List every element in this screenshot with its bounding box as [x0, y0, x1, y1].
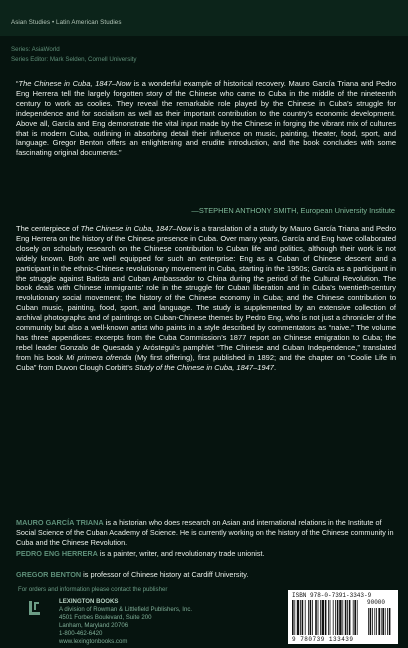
barcode-bar [349, 600, 351, 635]
description-part: The centerpiece of [16, 224, 81, 233]
barcode-bar [310, 600, 312, 635]
barcode-bar [357, 600, 358, 635]
barcode-bar [315, 600, 317, 635]
barcode-addon-bar [370, 608, 372, 635]
barcode-bar [333, 600, 334, 635]
endorsement-quote [16, 79, 396, 158]
publisher-division: A division of Rowman & Littlefield Publishers, Inc. [59, 606, 193, 614]
barcode-bar [294, 600, 295, 635]
barcode-bar [292, 600, 294, 635]
barcode-bar [337, 600, 339, 635]
barcode-bar [353, 600, 354, 635]
subject-categories: Asian Studies • Latin American Studies [11, 19, 122, 26]
author-bio [16, 549, 396, 559]
publisher-website[interactable]: www.lexingtonbooks.com [59, 638, 128, 646]
quote-mark: “ [16, 79, 19, 88]
ean-number: 9 780739 133439 [292, 636, 354, 643]
description-title: Study of the Chinese in Cuba, 1847–1947 [134, 362, 274, 372]
publisher-info [59, 598, 192, 647]
author-bio [16, 518, 396, 548]
barcode-addon-bar [368, 608, 369, 635]
barcode-bar [322, 600, 324, 635]
barcode-bar [354, 600, 356, 635]
barcode-bar [328, 600, 329, 635]
publisher-address-line2: Lanham, Maryland 20706 [59, 622, 129, 630]
barcode-bar [335, 600, 336, 635]
description-part: . [273, 362, 277, 372]
author-name: PEDRO ENG HERRERA [16, 549, 98, 558]
barcode-bar [318, 600, 319, 635]
barcode-addon-bar [378, 608, 380, 635]
book-description [16, 224, 396, 373]
barcode-bar [312, 600, 313, 635]
barcode-addon-bar [385, 608, 386, 635]
author-bio-text: is a painter, writer, and revolutionary trade unionist. [97, 549, 265, 558]
order-note: For orders and information please contact the publisher [18, 586, 168, 593]
barcode-bar [320, 600, 321, 635]
series-name: Series: AsiaWorld [11, 46, 60, 53]
barcode-addon-bar [382, 608, 384, 635]
author-bio-text: is a historian who does research on Asian and international relations in the Institute of Social Science of the Cuban Academy of Science. He is currently working on the history of the Chinese community in Cuba and the Chinese Revolution. [16, 518, 394, 547]
barcode-addon-bar [389, 608, 391, 635]
description-title: Mi primera ofrenda [66, 352, 132, 362]
quote-text: is a wonderful example of historical recovery. Mauro García Triana and Pedro Eng Herrera tell the largely forgotten story of the Chinese who came to Cuba in the middle of the nineteenth century to work as coolies. They reveal the remarkable role played by the Chinese in Cuba’s struggle for independence and for socialism as well as their important contribution to the country’s economic development. Above all, García and Eng demonstrate the vital input made by the Chinese in forging the vibrant mix of cultures that is modern Cuba, outlining in absorbing detail their influence on music, painting, theater, food, sport, and language. Gregor Benton offers an enlightening and erudite introduction, and the book concludes with some fascinating original documents.” [16, 79, 396, 158]
author-bio-text: is professor of Chinese history at Cardiff University. [81, 570, 249, 579]
publisher-name: LEXINGTON BOOKS [59, 598, 119, 605]
endorsement-attribution: —STEPHEN ANTHONY SMITH, European University Institute [191, 206, 395, 215]
barcode-bar [325, 600, 327, 635]
barcode-bar [347, 600, 348, 635]
barcode-addon-bar [376, 608, 377, 635]
description-title: The Chinese in Cuba, 1847–Now [80, 224, 192, 233]
barcode-bar [308, 600, 309, 635]
price-code: 90000 [367, 599, 386, 606]
barcode-bar [305, 600, 306, 635]
description-part: is a translation of a study by Mauro García Triana and Pedro Eng Herrera on the history of the Chinese presence in Cuba. Over many years, García and Eng have collaborated closely on scholarly research on the Chinese contribution to Cuban life and politics, although their work is not widely known. Both are well equipped for such an enterprise: Eng as a Cuban of Chinese descent and a participant in the ethnic-Chinese revolutionary movement in Cuba, starting in the 1950s; García as a participant in the struggle against Batista and Cuban Ambassador to China during the period of the Cultural Revolution. The book deals with Chinese immigrants’ role in the struggle for Cuban liberation and in Cuba’s twentieth-century revolutionary social movement; the history of the Chinese economy in Cuba; and the Chinese contribution to Cuban music, painting, food, sport, and language. The study is supplemented by an extensive collection of archival photographs and of paintings on Cuban-Chinese themes by Pedro Eng, who is not just a chronicler of the community but also a well-known artist who paints in a style described by commentators as “naive.” The volume has three appendices: excerpts from the Cuba Commission’s 1877 report on Chinese emigration to Cuba; the rebel leader Gonzalo de Quesada y Aróstegui’s pamphlet “The Chinese and Cuban Independence,” translated from his book [16, 224, 396, 362]
barcode-bar [302, 600, 304, 635]
barcode-addon-bar [374, 608, 375, 635]
publisher-address-line1: 4501 Forbes Boulevard, Suite 200 [59, 614, 152, 622]
barcode-bar [297, 600, 299, 635]
barcode-image [292, 600, 394, 636]
barcode-panel [288, 590, 398, 644]
barcode-bar [339, 600, 341, 635]
author-name: MAURO GARCÍA TRIANA [16, 518, 104, 527]
publisher-phone: 1-800-462-6420 [59, 630, 103, 638]
isbn-number: ISBN 978-0-7391-3343-9 [292, 592, 372, 599]
barcode-bar [330, 600, 331, 635]
series-info [11, 45, 137, 64]
series-editor: Series Editor: Mark Selden, Cornell University [11, 55, 137, 63]
author-bio [16, 570, 396, 580]
barcode-addon-bar [387, 608, 388, 635]
quote-book-title: The Chinese in Cuba, 1847–Now [18, 79, 132, 88]
author-name: GREGOR BENTON [16, 570, 82, 579]
lexington-logo-icon [28, 600, 41, 616]
barcode-addon-bar [381, 608, 382, 635]
barcode-addon-bar [372, 608, 373, 635]
barcode-bar [345, 600, 347, 635]
header-band [0, 0, 408, 36]
barcode-bar [300, 600, 301, 635]
barcode-bar [342, 600, 343, 635]
description-part: (My first offering), first published in 1892; and the chapter on “Coolie Life in Cuba” from Duvon Clough Corbitt’s [16, 352, 396, 372]
